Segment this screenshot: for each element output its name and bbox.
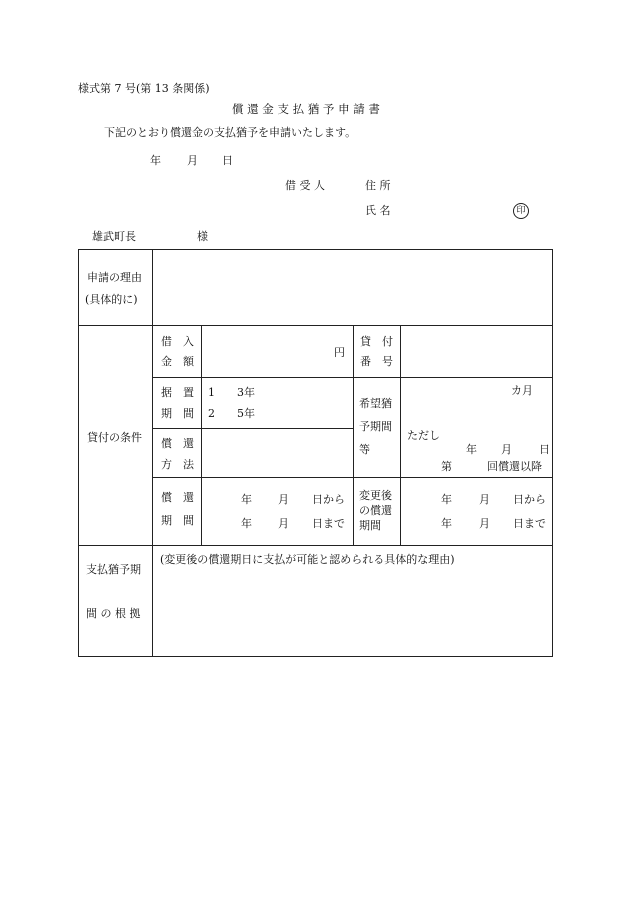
basis-row [79, 546, 553, 657]
requested-period-label-cell [354, 378, 401, 478]
repayment-method-input-cell[interactable] [202, 429, 354, 478]
seal-mark [513, 203, 529, 219]
changed-period-label-cell [354, 478, 401, 546]
basis-label-line1: 支払猶予期 [86, 563, 141, 576]
basis-input-cell[interactable] [153, 546, 553, 657]
form-number-label: 様式第 7 号(第 13 条関係) [78, 82, 210, 95]
however-day-label: 日 [539, 443, 550, 456]
changed-until-month: 月 [479, 517, 490, 530]
reason-label-line1: 申請の理由 [87, 271, 142, 284]
conditions-label: 貸付の条件 [87, 430, 142, 444]
deferment-label-line1: 据 置 [161, 386, 194, 399]
reason-input-cell[interactable] [153, 250, 553, 326]
intro-statement: 下記のとおり償還金の支払猶予を申請いたします。 [104, 126, 357, 139]
repayment-period-label-line2: 期 間 [161, 514, 194, 527]
repayment-method-label-line2: 方 法 [161, 458, 194, 471]
loan-number-label-line1: 貸 付 [360, 335, 393, 348]
changed-period-label-line1: 変更後 [359, 489, 392, 502]
nth-label: 第 [441, 460, 452, 473]
basis-note: (変更後の償還期日に支払が可能と認められる具体的な理由) [160, 553, 455, 566]
requested-period-input-cell[interactable] [401, 378, 553, 478]
date-month-label: 月 [187, 154, 198, 167]
changed-until-label: 日まで [513, 517, 546, 530]
document-title: 償 還 金 支 払 猶 予 申 請 書 [232, 102, 380, 116]
repayment-method-label-line1: 償 還 [161, 437, 194, 450]
requested-period-label-line1: 希望猶 [359, 397, 392, 410]
repayment-until-year: 年 [241, 517, 252, 530]
changed-period-label-line2: の償還 [359, 504, 392, 517]
however-month-label: 月 [501, 443, 512, 456]
changed-period-label-line3: 期間 [359, 519, 381, 532]
repayment-from-label: 日から [312, 493, 345, 506]
reason-row [79, 250, 553, 326]
date-day-label: 日 [222, 154, 233, 167]
basis-label-line2: 間 の 根 拠 [86, 607, 141, 620]
however-year-label: 年 [466, 443, 477, 456]
deferment-option1-value: 3年 [237, 386, 255, 399]
loan-amount-input-cell[interactable] [202, 326, 354, 378]
repayment-from-month: 月 [278, 493, 289, 506]
changed-until-year: 年 [441, 517, 452, 530]
however-label: ただし [407, 429, 440, 442]
requested-period-label-line3: 等 [359, 443, 370, 456]
applicant-address-label: 住 所 [365, 179, 391, 192]
addressee-mayor: 雄武町長 [92, 230, 136, 243]
loan-number-input-cell[interactable] [401, 326, 553, 378]
requested-period-label-line2: 予期間 [359, 420, 392, 433]
loan-number-label-cell [354, 326, 401, 378]
application-form-table [78, 249, 553, 657]
repayment-method-label-cell [153, 429, 202, 478]
installment-after-label: 回償還以降 [487, 460, 542, 473]
changed-from-month: 月 [479, 493, 490, 506]
loan-amount-row [79, 326, 553, 378]
deferment-label-line2: 期 間 [161, 407, 194, 420]
basis-label-cell [79, 546, 153, 657]
conditions-label-cell [79, 326, 153, 546]
deferment-label-cell [153, 378, 202, 429]
changed-from-label: 日から [513, 493, 546, 506]
loan-amount-label-cell [153, 326, 202, 378]
repayment-from-year: 年 [241, 493, 252, 506]
repayment-period-label-line1: 償 還 [161, 491, 194, 504]
deferment-option1-number: 1 [208, 386, 215, 399]
reason-label-cell [79, 250, 153, 326]
reason-label-line2: (具体的に) [85, 293, 138, 306]
loan-number-label-line2: 番 号 [360, 355, 393, 368]
deferment-option2-number: 2 [208, 407, 215, 420]
repayment-period-label-cell [153, 478, 202, 546]
loan-amount-label-line2: 金 額 [161, 355, 194, 368]
deferment-options-cell[interactable] [202, 378, 354, 429]
repayment-until-label: 日まで [312, 517, 345, 530]
applicant-name-label: 氏 名 [365, 204, 391, 217]
deferment-option2-value: 5年 [237, 407, 255, 420]
changed-period-input-cell[interactable] [401, 478, 553, 546]
months-unit: カ月 [511, 384, 533, 397]
addressee-honorific: 様 [197, 230, 208, 243]
applicant-role-label: 借 受 人 [285, 179, 325, 192]
date-year-label: 年 [150, 154, 161, 167]
repayment-until-month: 月 [278, 517, 289, 530]
yen-unit: 円 [334, 346, 345, 359]
changed-from-year: 年 [441, 493, 452, 506]
loan-amount-label-line1: 借 入 [161, 335, 194, 348]
seal-icon: 印 [513, 203, 529, 219]
repayment-period-input-cell[interactable] [202, 478, 354, 546]
